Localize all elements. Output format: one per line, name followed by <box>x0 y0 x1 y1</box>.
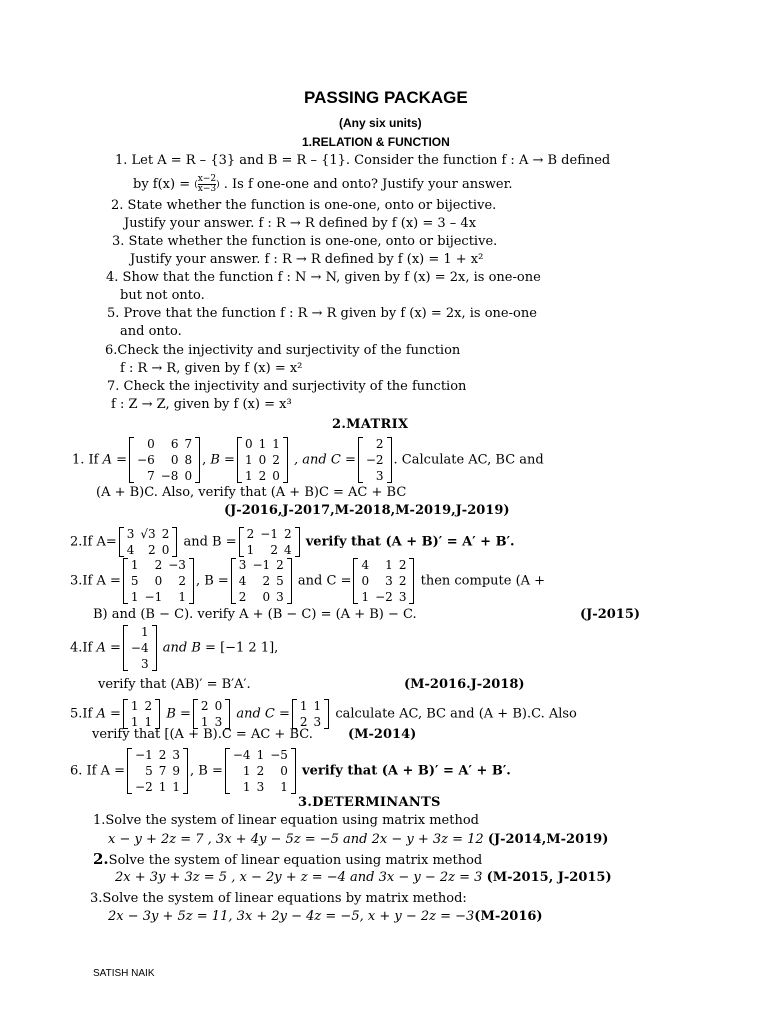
matrix-cell: 3 <box>375 469 384 483</box>
u1-q7-line1: 7. Check the injectivity and surjectivity of the function <box>107 379 467 394</box>
matrix-cell: 1 <box>299 699 308 713</box>
u1-q1-line2 <box>133 175 513 194</box>
u1-q1-fraction: ( $\frac{x-2}{x-3}$ ) <box>194 174 220 194</box>
u2-q5-text1: calculate AC, BC and (A + B).C. Also <box>335 706 577 722</box>
matrix-cell: −1 <box>260 527 278 541</box>
u2-q4-text: verify that (AB)′ = B′A′. <box>98 677 251 692</box>
matrix-cell: 1 <box>130 699 139 713</box>
matrix-cell: √3 <box>140 527 156 541</box>
u2-q5-line1: 5.If A = 1 2 1 1 B = 2 0 1 3 and C = 1 1 2 3 calculate AC, BC and (A + B).C. Also <box>70 699 577 729</box>
u2-q1-matrix-C <box>358 436 392 484</box>
matrix-cell: 1 <box>272 437 280 451</box>
matrix-cell: 3 <box>256 780 265 794</box>
matrix-cell: 1 <box>244 469 253 483</box>
matrix-cell: 5 <box>130 574 139 588</box>
u3-q1-ref: (J-2014,M-2019) <box>487 832 609 847</box>
u1-q1-suffix: . Is f one-one and onto? Justify your answer. <box>223 177 513 192</box>
unit3-heading: 3.DETERMINANTS <box>298 795 441 810</box>
u1-q2-line2: Justify your answer. f : R → R defined by f (x) = 3 – 4x <box>124 216 477 231</box>
matrix-cell: 0 <box>170 453 179 467</box>
u1-q1-line1: 1. Let A = R – {3} and B = R – {1}. Consider the function f : A → B defined <box>115 153 611 168</box>
u1-q1-prefix: by f(x) = <box>133 177 195 192</box>
matrix-cell: 8 <box>184 453 193 467</box>
matrix-cell: 2 <box>238 590 247 604</box>
matrix-cell: 0 <box>280 764 288 778</box>
matrix-cell: −6 <box>137 453 155 467</box>
u3-q2-line1 <box>93 850 482 870</box>
matrix-cell: −3 <box>168 558 186 572</box>
footer-author: SATISH NAIK <box>93 968 155 979</box>
matrix-cell: 1 <box>144 715 153 729</box>
matrix-cell: 2 <box>276 558 284 572</box>
u1-q2-line1: 2. State whether the function is one-one, onto or bijective. <box>111 198 497 213</box>
matrix-cell: 3 <box>214 715 223 729</box>
u3-q2-number: 2. <box>93 850 109 868</box>
matrix-cell: 1 <box>280 780 288 794</box>
matrix-cell: 1 <box>172 780 181 794</box>
matrix-cell: 0 <box>262 590 271 604</box>
matrix-cell: 3 <box>172 748 181 762</box>
matrix-cell: 0 <box>361 574 370 588</box>
u2-q3-text2: B) and (B − C). verify A + (B − C) = (A + B) − C. <box>93 607 417 622</box>
matrix-cell: 0 <box>184 469 193 483</box>
matrix-cell: 2 <box>200 699 209 713</box>
matrix-cell: 7 <box>184 437 193 451</box>
u2-q1-matrix-A <box>129 436 200 484</box>
u2-q6-text: verify that (A + B)′ = A′ + B′. <box>302 763 511 779</box>
matrix-cell: −1 <box>135 748 153 762</box>
u1-q1-numerator: x−2 <box>197 174 217 184</box>
u2-q4-matrix-A <box>123 624 157 672</box>
u2-q1-text2: (A + B)C. Also, verify that (A + B)C = AC + BC <box>96 485 407 500</box>
matrix-cell: 1 <box>130 715 139 729</box>
matrix-cell: 0 <box>272 469 280 483</box>
matrix-cell: −1 <box>252 558 271 572</box>
u2-q4-line1: 4.If A = 1 −4 3 and B = [−1 2 1], <box>70 625 279 671</box>
u1-q4-line1: 4. Show that the function f : N → N, given by f (x) = 2x, is one-one <box>106 270 541 285</box>
u1-q3-line2: Justify your answer. f : R → R defined by f (x) = 1 + x² <box>130 252 484 267</box>
u1-q6-line1: 6.Check the injectivity and surjectivity of the function <box>105 343 461 358</box>
u2-q2-text: verify that (A + B)′ = A′ + B′. <box>305 534 515 550</box>
matrix-cell: 9 <box>172 764 181 778</box>
matrix-cell: −4 <box>130 641 149 655</box>
matrix-cell: −5 <box>270 748 288 762</box>
u2-q1-number: 1. <box>72 452 85 468</box>
u1-q5-line2: and onto. <box>120 324 182 339</box>
matrix-cell: 2 <box>256 764 265 778</box>
u2-q5-text2: verify that [(A + B).C = AC + BC. <box>92 727 313 742</box>
matrix-cell: 3 <box>313 715 322 729</box>
matrix-cell: 4 <box>283 543 292 557</box>
unit2-heading: 2.MATRIX <box>332 417 409 432</box>
matrix-cell: 2 <box>154 558 163 572</box>
u2-q6-line: 6. If A = −1 2 3 5 7 9 −2 1 1 , B = −4 1 −5 1 2 0 1 3 1 verify that (A + B)′ = A′ + B′. <box>70 748 511 794</box>
u2-q6-matrix-B <box>225 747 296 795</box>
u3-q3-line2 <box>108 908 543 926</box>
matrix-cell: 2 <box>158 748 167 762</box>
u2-q4-matrix-B: [−1 2 1], <box>220 640 279 656</box>
matrix-cell: 5 <box>145 764 153 778</box>
matrix-cell: −4 <box>232 748 251 762</box>
u3-q1-equations: x − y + 2z = 7 , 3x + 4y − 5z = −5 and 2x − y + 3z = 12 <box>108 832 484 847</box>
u2-q3-line1: 3.If A = 1 2 −3 5 0 2 1 −1 1 , B = 3 −1 2 4 2 5 2 0 3 and C = 4 1 2 0 3 2 1 −2 3 then compute (A + <box>70 558 546 604</box>
u2-q4-ref: (M-2016.J-2018) <box>404 677 525 692</box>
u1-q5-line1: 5. Prove that the function f : R → R given by f (x) = 2x, is one-one <box>107 306 537 321</box>
matrix-cell: 2 <box>258 469 267 483</box>
matrix-cell: −1 <box>144 590 163 604</box>
matrix-cell: 2 <box>161 527 170 541</box>
u2-q6-matrix-A <box>127 747 188 795</box>
u3-q3-ref: (M-2016) <box>474 909 543 924</box>
matrix-cell: 2 <box>272 453 280 467</box>
matrix-cell: 4 <box>126 543 135 557</box>
matrix-cell: 3 <box>238 558 247 572</box>
matrix-cell: 2 <box>270 543 278 557</box>
u2-q5-ref: (M-2014) <box>348 727 417 742</box>
matrix-cell: 7 <box>147 469 155 483</box>
matrix-cell: −2 <box>365 453 384 467</box>
u2-q2-matrix-A <box>119 526 178 558</box>
matrix-cell: 2 <box>398 558 407 572</box>
matrix-cell: 3 <box>140 657 149 671</box>
matrix-cell: 1 <box>256 748 265 762</box>
u3-q1-line2 <box>108 831 608 849</box>
matrix-cell: 1 <box>361 590 370 604</box>
matrix-cell: 1 <box>242 780 251 794</box>
u3-q3-line1: 3.Solve the system of linear equations by matrix method: <box>90 891 467 906</box>
matrix-cell: 0 <box>258 453 267 467</box>
u3-q2-text: Solve the system of linear equation using matrix method <box>108 853 483 868</box>
matrix-cell: 1 <box>313 699 322 713</box>
u2-q3-matrix-B <box>231 557 292 605</box>
u2-q1-matrix-B <box>237 436 288 484</box>
u3-q3-equations: 2x − 3y + 5z = 11, 3x + 2y − 4z = −5, x + y − 2z = −3 <box>108 909 475 924</box>
matrix-cell: 2 <box>178 574 186 588</box>
u3-q2-ref: (M-2015, J-2015) <box>486 870 612 885</box>
u3-q2-line2 <box>115 869 612 887</box>
matrix-cell: 1 <box>385 558 393 572</box>
u2-q2-line: 2.If A= 3 √3 2 4 2 0 and B = 2 −1 2 1 2 4 verify that (A + B)′ = A′ + B′. <box>70 527 515 557</box>
matrix-cell: 2 <box>262 574 271 588</box>
u2-q3-matrix-A <box>123 557 194 605</box>
matrix-cell: 6 <box>170 437 179 451</box>
matrix-cell: 7 <box>158 764 167 778</box>
matrix-cell: 2 <box>144 699 153 713</box>
matrix-cell: 2 <box>148 543 156 557</box>
matrix-cell: 3 <box>276 590 284 604</box>
matrix-cell: 4 <box>238 574 247 588</box>
matrix-cell: 1 <box>158 780 167 794</box>
matrix-cell: 1 <box>246 543 255 557</box>
u1-q6-line2: f : R → R, given by f (x) = x² <box>120 361 303 376</box>
matrix-cell: 2 <box>299 715 308 729</box>
matrix-cell: 1 <box>258 437 267 451</box>
page-title: PASSING PACKAGE <box>304 88 468 107</box>
matrix-cell: 1 <box>200 715 209 729</box>
u1-q1-denominator: x−3 <box>197 184 217 194</box>
matrix-cell: 0 <box>214 699 223 713</box>
u2-q3-ref: (J-2015) <box>580 607 641 622</box>
u1-q4-line2: but not onto. <box>120 288 205 303</box>
matrix-cell: 2 <box>283 527 292 541</box>
matrix-cell: 1 <box>244 453 253 467</box>
matrix-cell: 2 <box>246 527 255 541</box>
matrix-cell: 3 <box>398 590 407 604</box>
matrix-cell: 1 <box>242 764 251 778</box>
matrix-cell: 4 <box>361 558 370 572</box>
matrix-cell: 2 <box>375 437 384 451</box>
matrix-cell: −2 <box>135 780 153 794</box>
matrix-cell: 0 <box>244 437 253 451</box>
matrix-cell: 2 <box>398 574 407 588</box>
u2-q1-text1: . Calculate AC, BC and <box>393 452 544 468</box>
u2-q3-text1: then compute (A + <box>420 573 546 589</box>
page-subtitle: (Any six units) <box>339 116 422 130</box>
u2-q2-matrix-B <box>239 526 300 558</box>
matrix-cell: 3 <box>126 527 135 541</box>
matrix-cell: 1 <box>130 558 139 572</box>
matrix-cell: 3 <box>385 574 393 588</box>
u3-q2-equations: 2x + 3y + 3z = 5 , x − 2y + z = −4 and 3x − y − 2z = 3 <box>115 870 483 885</box>
matrix-cell: −8 <box>160 469 179 483</box>
u1-q7-line2: f : Z → Z, given by f (x) = x³ <box>111 397 292 412</box>
unit1-heading: 1.RELATION & FUNCTION <box>302 135 450 149</box>
u1-q3-line1: 3. State whether the function is one-one, onto or bijective. <box>112 234 498 249</box>
u3-q1-line1: 1.Solve the system of linear equation using matrix method <box>93 813 479 828</box>
matrix-cell: 0 <box>154 574 163 588</box>
matrix-cell: 0 <box>161 543 170 557</box>
u2-q1-line1: 1. If A = 0 6 7 −6 0 8 7 −8 0 , B = 0 1 1 1 0 2 1 2 0 , and C = 2 −2 3 . Calculate AC, BC and <box>72 437 544 483</box>
matrix-cell: −2 <box>375 590 393 604</box>
matrix-cell: 0 <box>147 437 155 451</box>
u2-q1-ref: (J-2016,J-2017,M-2018,M-2019,J-2019) <box>224 503 510 518</box>
matrix-cell: 1 <box>130 590 139 604</box>
matrix-cell: 5 <box>276 574 284 588</box>
matrix-cell: 1 <box>140 625 149 639</box>
matrix-cell: 1 <box>178 590 186 604</box>
u2-q3-matrix-C <box>353 557 414 605</box>
